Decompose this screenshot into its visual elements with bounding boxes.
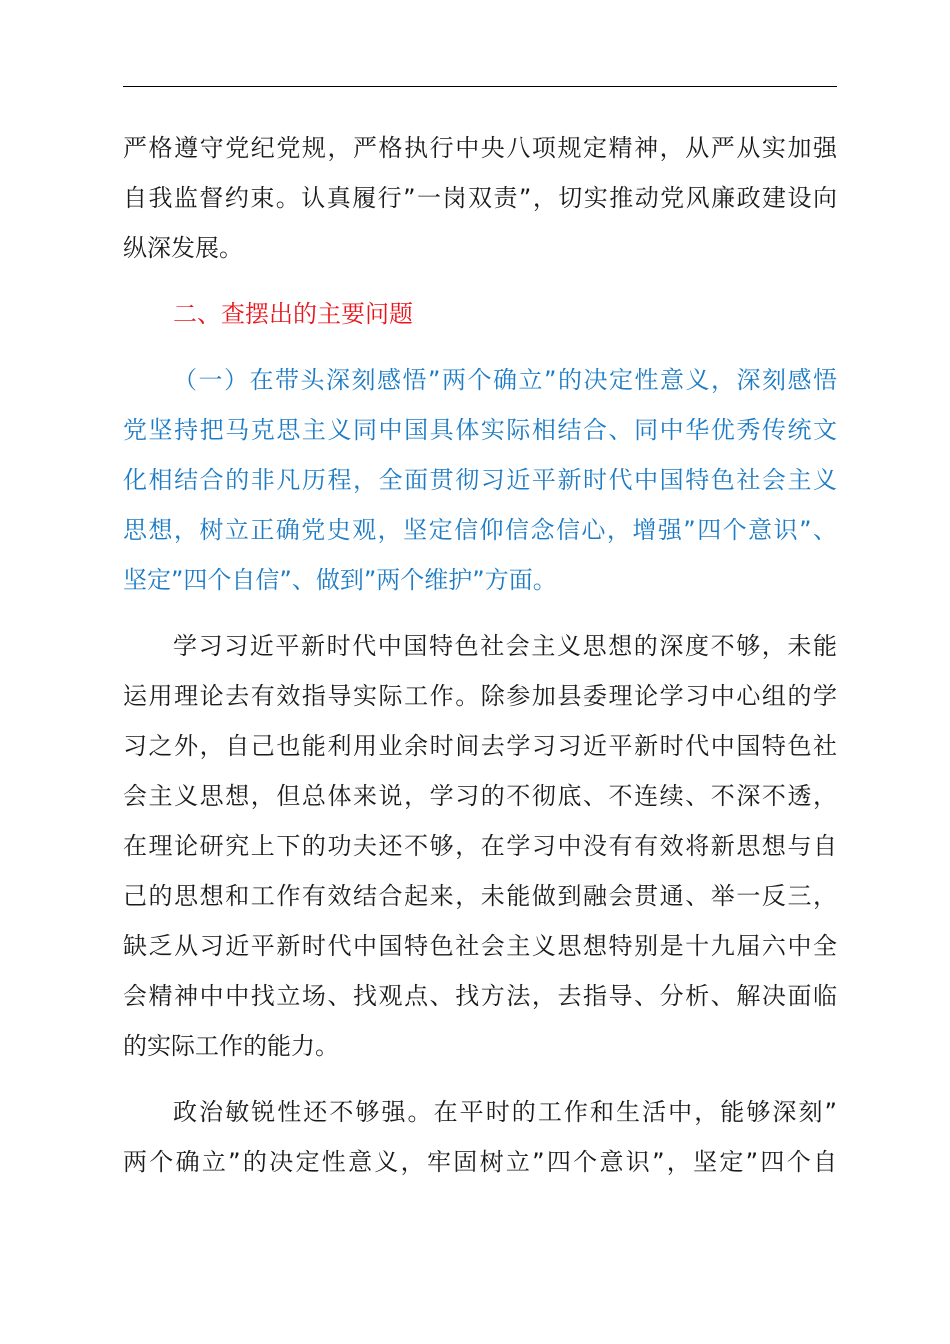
text-line: 会精神中中找立场、找观点、找方法，去指导、分析、解决面临 (123, 982, 837, 1010)
body-paragraph (123, 1087, 837, 1187)
section-heading (123, 289, 837, 339)
subsection-heading (123, 355, 837, 605)
text-line: 严格遵守党纪党规，严格执行中央八项规定精神，从严从实加强 (123, 134, 837, 162)
text-line: 在理论研究上下的功夫还不够，在学习中没有有效将新思想与自 (123, 832, 837, 860)
text-line: 党坚持把马克思主义同中国具体实际相结合、同中华优秀传统文 (123, 416, 837, 444)
text-line: 坚定”四个自信”、做到”两个维护”方面。 (123, 566, 557, 594)
text-line: （一）在带头深刻感悟”两个确立”的决定性意义，深刻感悟 (173, 366, 837, 394)
text-line: 习之外，自己也能利用业余时间去学习习近平新时代中国特色社 (123, 732, 837, 760)
text-line: 会主义思想，但总体来说，学习的不彻底、不连续、不深不透， (123, 782, 837, 810)
text-line: 己的思想和工作有效结合起来，未能做到融会贯通、举一反三， (123, 882, 837, 910)
body-paragraph (123, 123, 837, 273)
text-line: 运用理论去有效指导实际工作。除参加县委理论学习中心组的学 (123, 682, 837, 710)
header-rule (123, 86, 837, 87)
text-line: 思想，树立正确党史观，坚定信仰信念信心，增强”四个意识”、 (123, 516, 837, 544)
text-line: 化相结合的非凡历程，全面贯彻习近平新时代中国特色社会主义 (123, 466, 837, 494)
text-line: 缺乏从习近平新时代中国特色社会主义思想特别是十九届六中全 (123, 932, 837, 960)
text-line: 政治敏锐性还不够强。在平时的工作和生活中，能够深刻” (173, 1098, 837, 1126)
text-line: 纵深发展。 (123, 234, 243, 262)
text-line: 的实际工作的能力。 (123, 1032, 339, 1060)
text-line: 二、查摆出的主要问题 (173, 300, 413, 328)
text-line: 两个确立”的决定性意义，牢固树立”四个意识”，坚定”四个自 (123, 1148, 837, 1176)
document-body (123, 123, 837, 1203)
text-line: 自我监督约束。认真履行”一岗双责”，切实推动党风廉政建设向 (123, 184, 837, 212)
body-paragraph (123, 621, 837, 1071)
text-line: 学习习近平新时代中国特色社会主义思想的深度不够，未能 (173, 632, 837, 660)
